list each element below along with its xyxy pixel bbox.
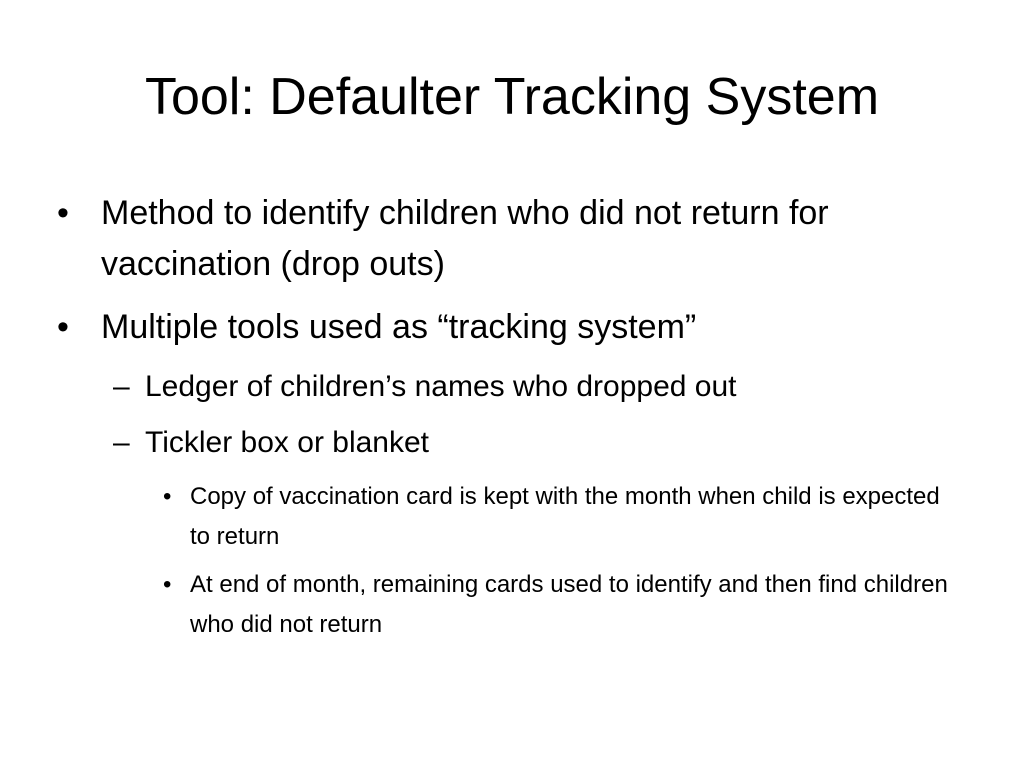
sub-bullet-item: [55, 365, 955, 409]
bullet-item: [55, 302, 955, 353]
sub-sub-bullet-text: Copy of vaccination card is kept with the month when child is expected to return: [190, 483, 940, 550]
dash-marker: –: [113, 426, 130, 459]
slide-title: Tool: Defaulter Tracking System: [144, 68, 880, 126]
sub-sub-bullet-item: [55, 477, 955, 557]
sub-bullet-item: [55, 421, 955, 465]
bullet-marker: •: [57, 308, 69, 346]
sub-sub-bullet-item: [55, 565, 955, 645]
bullet-marker: •: [163, 571, 172, 598]
sub-bullet-text: Ledger of children’s names who dropped out: [145, 370, 737, 403]
slide-body: [55, 188, 955, 653]
sub-bullet-text: Tickler box or blanket: [145, 426, 430, 459]
bullet-marker: •: [163, 483, 172, 510]
bullet-marker: •: [57, 194, 69, 232]
bullet-text: Method to identify children who did not return for vaccination (drop outs): [101, 194, 829, 283]
bullet-item: [55, 188, 955, 290]
sub-sub-bullet-text: At end of month, remaining cards used to identify and then find children who did not return: [190, 571, 948, 638]
dash-marker: –: [113, 370, 130, 403]
bullet-text: Multiple tools used as “tracking system”: [101, 308, 697, 346]
